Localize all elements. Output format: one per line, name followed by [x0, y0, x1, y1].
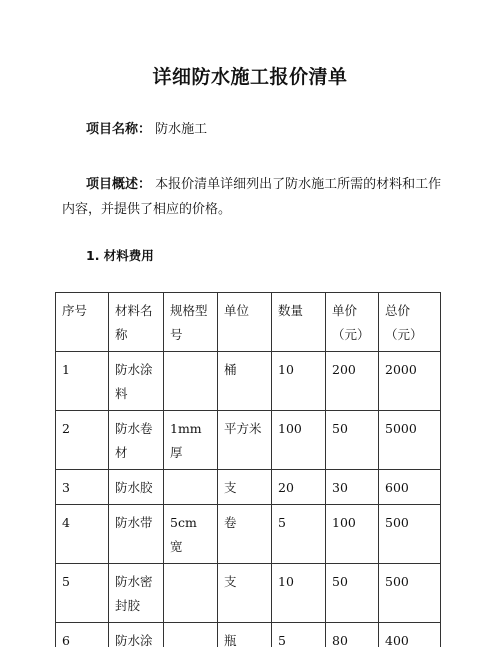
- cell-index: 3: [56, 470, 109, 505]
- header-material-name: 材料名称: [109, 293, 164, 352]
- cell-quantity: 100: [272, 411, 326, 470]
- cell-unit: 瓶: [218, 623, 272, 647]
- cell-spec-model: 1mm 厚: [164, 411, 218, 470]
- table-row: [56, 623, 441, 647]
- table-row: [56, 470, 441, 505]
- table-row: [56, 352, 441, 411]
- table-row: [56, 564, 441, 623]
- cell-quantity: 20: [272, 470, 326, 505]
- cell-total-price: 2000: [379, 352, 441, 411]
- project-name-value: 防水施工: [155, 122, 208, 137]
- table-row: [56, 505, 441, 564]
- project-overview-paragraph: [62, 172, 452, 222]
- cell-total-price: 600: [379, 470, 441, 505]
- cell-spec-model: [164, 623, 218, 647]
- header-spec-model: 规格型号: [164, 293, 218, 352]
- cell-total-price: 5000: [379, 411, 441, 470]
- cell-unit-price: 100: [326, 505, 379, 564]
- header-index: 序号: [56, 293, 109, 352]
- document-title: 详细防水施工报价清单: [152, 66, 348, 88]
- header-quantity: 数量: [272, 293, 326, 352]
- cell-quantity: 10: [272, 564, 326, 623]
- header-unit: 单位: [218, 293, 272, 352]
- project-overview-label: 项目概述：: [86, 177, 152, 192]
- cell-total-price: 500: [379, 564, 441, 623]
- cell-material-name: 防水涂: [109, 623, 164, 647]
- cell-index: 6: [56, 623, 109, 647]
- cell-material-name: 防水卷材: [109, 411, 164, 470]
- cell-total-price: 400: [379, 623, 441, 647]
- cell-material-name: 防水带: [109, 505, 164, 564]
- cell-unit: 支: [218, 564, 272, 623]
- project-overview-text: 本报价清单详细列出了防水施工所需的材料和工作内容，并提供了相应的价格。: [62, 177, 442, 217]
- cell-spec-model: 5cm 宽: [164, 505, 218, 564]
- cell-unit: 卷: [218, 505, 272, 564]
- cell-unit: 平方米: [218, 411, 272, 470]
- cell-quantity: 5: [272, 505, 326, 564]
- project-name-line: [86, 117, 451, 142]
- cell-index: 4: [56, 505, 109, 564]
- cell-unit-price: 80: [326, 623, 379, 647]
- header-unit-price: 单价（元）: [326, 293, 379, 352]
- cell-material-name: 防水胶: [109, 470, 164, 505]
- materials-cost-table: [55, 292, 441, 647]
- cell-spec-model: [164, 352, 218, 411]
- cell-unit-price: 50: [326, 564, 379, 623]
- cell-unit-price: 50: [326, 411, 379, 470]
- cell-index: 2: [56, 411, 109, 470]
- cell-spec-model: [164, 470, 218, 505]
- cell-unit-price: 200: [326, 352, 379, 411]
- header-total-price: 总价（元）: [379, 293, 441, 352]
- cell-index: 1: [56, 352, 109, 411]
- cell-unit: 桶: [218, 352, 272, 411]
- cell-quantity: 10: [272, 352, 326, 411]
- cell-material-name: 防水密封胶: [109, 564, 164, 623]
- cell-unit: 支: [218, 470, 272, 505]
- cell-index: 5: [56, 564, 109, 623]
- cell-unit-price: 30: [326, 470, 379, 505]
- table-row: [56, 411, 441, 470]
- cell-quantity: 5: [272, 623, 326, 647]
- table-header-row: [56, 293, 441, 352]
- cell-spec-model: [164, 564, 218, 623]
- cell-total-price: 500: [379, 505, 441, 564]
- section-heading-materials: 1. 材料费用: [86, 248, 154, 263]
- cell-material-name: 防水涂料: [109, 352, 164, 411]
- project-name-label: 项目名称：: [86, 122, 152, 137]
